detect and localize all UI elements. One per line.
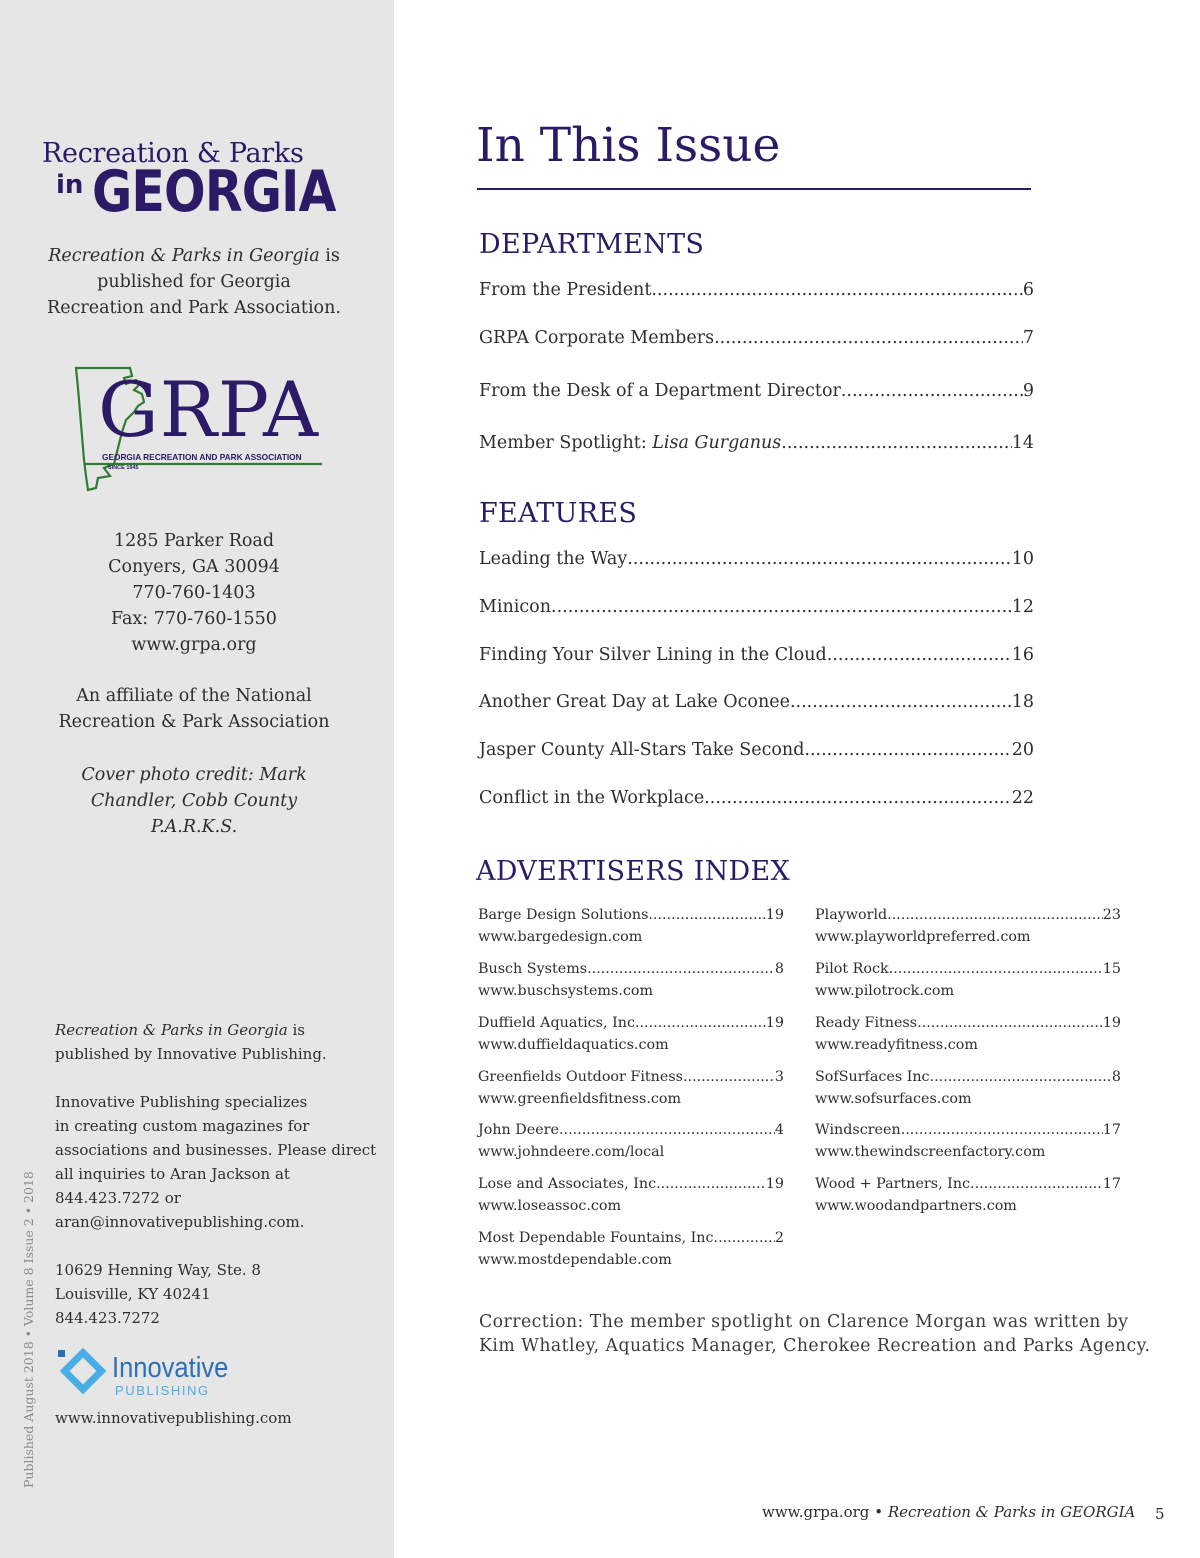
advertiser-entry: Wood + Partners, Inc. ..... 17 www.woodandpartners.com <box>815 1173 1121 1217</box>
page-title: In This Issue <box>476 118 781 173</box>
page-number: 5 <box>1155 1505 1165 1523</box>
toc-entry[interactable]: Member Spotlight: Lisa Gurganus ..... 14 <box>479 433 1034 453</box>
advertiser-entry: Lose and Associates, Inc. ..... 19 www.loseassoc.com <box>478 1173 784 1217</box>
advertiser-entry: Pilot Rock ..... 15 www.pilotrock.com <box>815 958 1121 1002</box>
correction-note: Correction: The member spotlight on Clarence Morgan was written by Kim Whatley, Aquatics Manager, Cherokee Recreation and Parks Agency. <box>479 1312 1151 1356</box>
sidebar <box>0 0 394 1558</box>
toc-entry[interactable]: GRPA Corporate Members ..... 7 <box>479 328 1034 348</box>
published-for-text: Recreation & Parks in Georgia is published for Georgia Recreation and Park Association. <box>47 246 341 318</box>
toc-entry[interactable]: From the President ..... 6 <box>479 280 1034 300</box>
advertiser-url[interactable]: www.pilotrock.com <box>815 983 955 999</box>
advertiser-url[interactable]: www.readyfitness.com <box>815 1037 978 1053</box>
grpa-website-link[interactable]: www.grpa.org <box>131 635 257 655</box>
publisher-info: Recreation & Parks in Georgia is published by Innovative Publishing. Innovative Publishing specializes in creating custom magazines for associations and businesses. Please direct all inquiries to Aran Jackson at 844.423.7272 or aran@innovativepublishing.com. 10629 Henning Way, Ste. 8 Louisville, KY 40241 844.423.7272 <box>55 1021 377 1327</box>
departments-heading: DEPARTMENTS <box>479 229 705 260</box>
footer-magazine-name: Recreation & Parks in GEORGIA <box>887 1503 1136 1521</box>
advertiser-url[interactable]: www.playworldpreferred.com <box>815 929 1031 945</box>
advertiser-url[interactable]: www.loseassoc.com <box>478 1198 622 1214</box>
grpa-logo-subtitle: GEORGIA RECREATION AND PARK ASSOCIATION <box>102 452 302 462</box>
advertiser-entry: Greenfields Outdoor Fitness ..... 3 www.greenfieldsfitness.com <box>478 1066 784 1110</box>
advertiser-entry: Windscreen ..... 17 www.thewindscreenfactory.com <box>815 1119 1121 1163</box>
advertiser-url[interactable]: www.buschsystems.com <box>478 983 654 999</box>
grpa-logo-text: GRPA <box>98 365 319 454</box>
toc-entry[interactable]: Finding Your Silver Lining in the Cloud ..... 16 <box>479 645 1034 665</box>
toc-entry[interactable]: Jasper County All-Stars Take Second ..... 20 <box>479 740 1034 760</box>
toc-entry[interactable]: Leading the Way ..... 10 <box>479 549 1034 569</box>
toc-entry[interactable]: Another Great Day at Lake Oconee ..... 18 <box>479 692 1034 712</box>
advertiser-url[interactable]: www.bargedesign.com <box>478 929 643 945</box>
advertisers-heading: ADVERTISERS INDEX <box>476 856 790 887</box>
footer-website-link[interactable]: www.grpa.org <box>762 1503 870 1521</box>
features-heading: FEATURES <box>479 498 638 529</box>
advertiser-url[interactable]: www.thewindscreenfactory.com <box>815 1144 1046 1160</box>
advertiser-url[interactable]: www.duffieldaquatics.com <box>478 1037 669 1053</box>
toc-entry[interactable]: From the Desk of a Department Director ..... 9 <box>479 381 1034 401</box>
title-divider <box>477 188 1031 190</box>
cover-credit: Cover photo credit: Mark Chandler, Cobb County P.A.R.K.S. <box>81 765 307 837</box>
advertiser-entry: Busch Systems ..... 8 www.buschsystems.com <box>478 958 784 1002</box>
affiliate-text: An affiliate of the National Recreation & Park Association <box>58 686 330 732</box>
advertiser-url[interactable]: www.sofsurfaces.com <box>815 1091 972 1107</box>
page-footer: www.grpa.org • Recreation & Parks in GEORGIA <box>762 1503 1136 1521</box>
grpa-address: 1285 Parker Road Conyers, GA 30094 770-760-1403 Fax: 770-760-1550 www.grpa.org <box>20 528 368 658</box>
advertiser-entry: Ready Fitness ..... 19 www.readyfitness.com <box>815 1012 1121 1056</box>
advertiser-entry: Duffield Aquatics, Inc. ..... 19 www.duffieldaquatics.com <box>478 1012 784 1056</box>
masthead-in: in <box>56 170 84 200</box>
toc-entry[interactable]: Minicon ..... 12 <box>479 597 1034 617</box>
advertiser-entry: SofSurfaces Inc ..... 8 www.sofsurfaces.com <box>815 1066 1121 1110</box>
advertiser-url[interactable]: www.mostdependable.com <box>478 1252 672 1268</box>
grpa-logo-since: SINCE 1945 <box>108 465 139 471</box>
publication-date-vertical: Published August 2018 • Volume 8 Issue 2 • 2018 <box>21 1171 36 1488</box>
advertiser-entry: Playworld ..... 23 www.playworldpreferred.com <box>815 904 1121 948</box>
advertiser-entry: John Deere ..... 4 www.johndeere.com/local <box>478 1119 784 1163</box>
advertiser-url[interactable]: www.johndeere.com/local <box>478 1144 665 1160</box>
innovative-logo-name: Innovative <box>112 1352 229 1384</box>
toc-entry[interactable]: Conflict in the Workplace ..... 22 <box>479 788 1034 808</box>
innovative-logo-sub: PUBLISHING <box>115 1383 210 1398</box>
masthead-line1: Recreation & Parks <box>42 138 304 169</box>
advertiser-url[interactable]: www.greenfieldsfitness.com <box>478 1091 682 1107</box>
advertiser-entry: Barge Design Solutions ..... 19 www.bargedesign.com <box>478 904 784 948</box>
advertiser-entry: Most Dependable Fountains, Inc. ..... 2 www.mostdependable.com <box>478 1227 784 1271</box>
innovative-website-link[interactable]: www.innovativepublishing.com <box>55 1409 292 1427</box>
magazine-name: Recreation & Parks in Georgia <box>48 246 320 266</box>
masthead-georgia: GEORGIA <box>92 159 336 225</box>
publisher-email-link[interactable]: aran@innovativepublishing.com. <box>55 1213 305 1231</box>
advertiser-url[interactable]: www.woodandpartners.com <box>815 1198 1017 1214</box>
innovative-logo-icon <box>54 1348 110 1398</box>
